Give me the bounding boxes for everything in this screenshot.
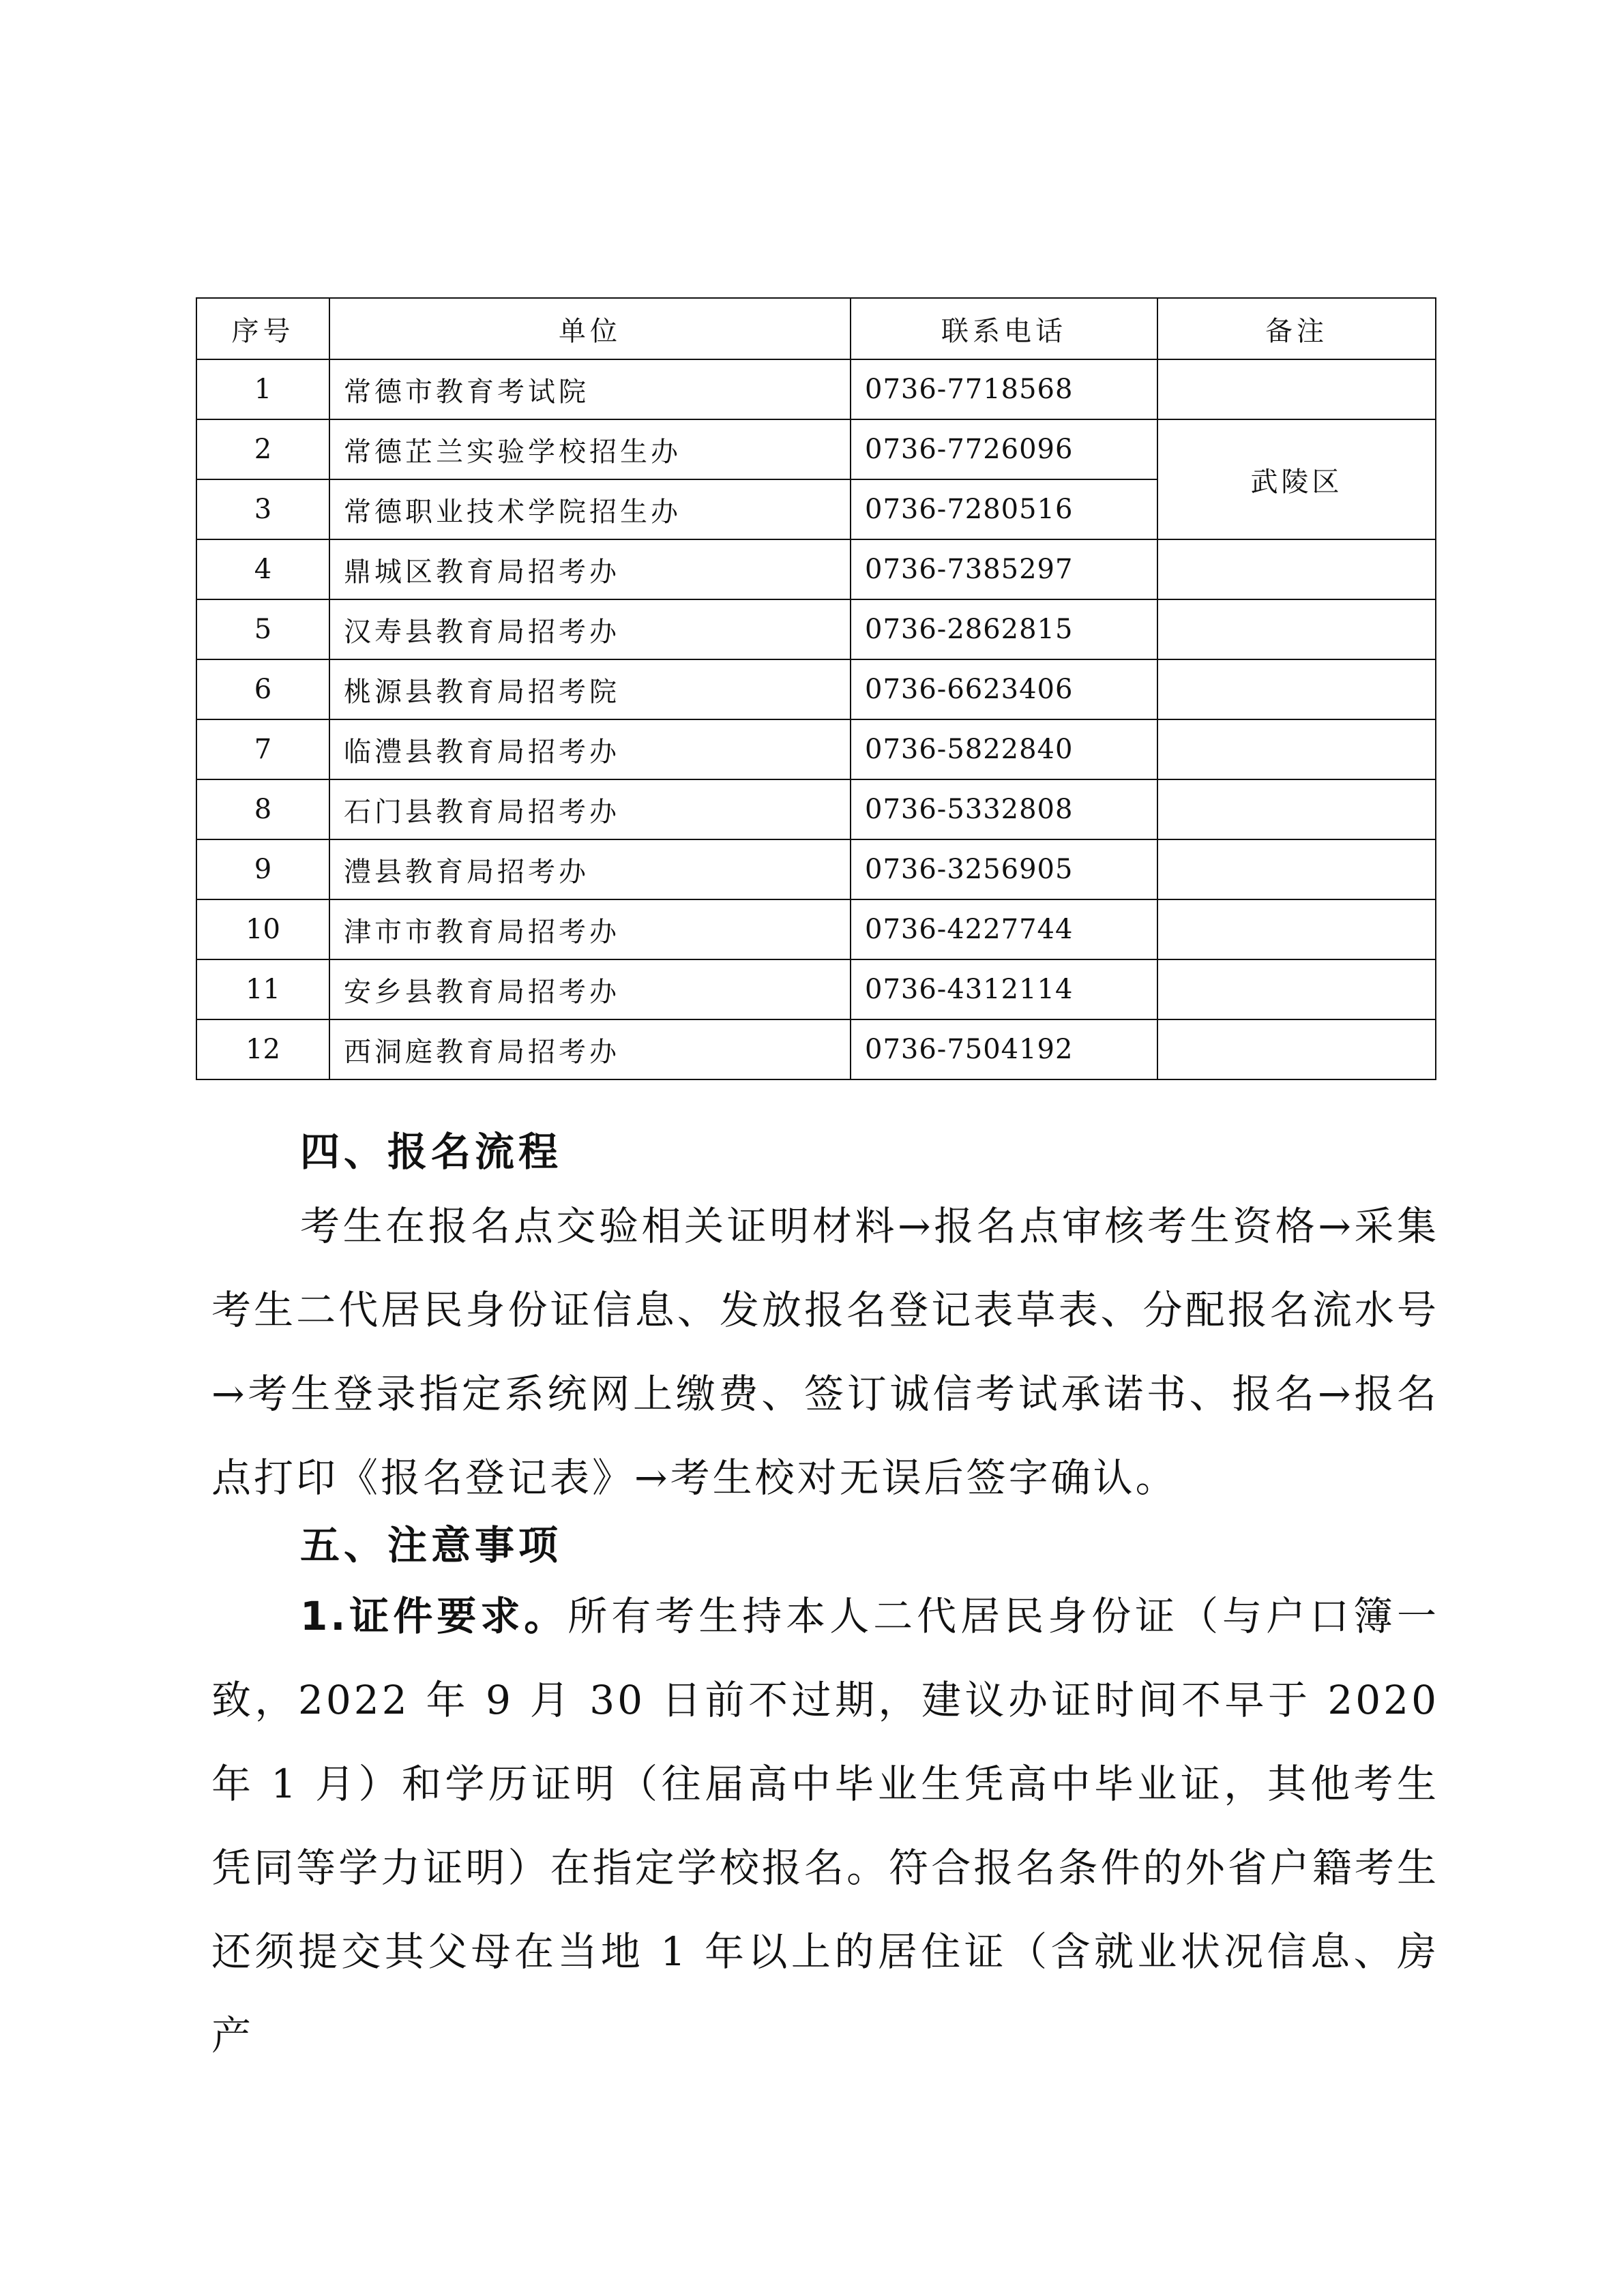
- row-note: [1157, 779, 1436, 839]
- item1-body: 所有考生持本人二代居民身份证（与户口簿一致，2022 年 9 月 30 日前不过期，建议办证时间不早于 2020 年 1 月）和学历证明（往届高中毕业生凭高中毕业证，其他考生凭同等学力证明）在指定学校报名。符合报名条件的外省户籍考生还须提交其父母在当地 1 年以上的居住证（含就业状况信息、房产: [211, 1593, 1439, 2059]
- row-unit: 临澧县教育局招考办: [329, 719, 851, 779]
- row-unit: 津市市教育局招考办: [329, 899, 851, 959]
- row-unit: 澧县教育局招考办: [329, 839, 851, 899]
- table-row: [196, 779, 1436, 839]
- row-phone: 0736-5332808: [851, 779, 1157, 839]
- row-unit: 西洞庭教育局招考办: [329, 1019, 851, 1079]
- row-phone: 0736-6623406: [851, 659, 1157, 719]
- row-phone: 0736-3256905: [851, 839, 1157, 899]
- row-num: 6: [196, 659, 329, 719]
- row-num: 8: [196, 779, 329, 839]
- header-unit: 单位: [329, 298, 851, 359]
- contact-table: [196, 297, 1436, 1080]
- row-num: 12: [196, 1019, 329, 1079]
- row-phone: 0736-4227744: [851, 899, 1157, 959]
- row-note: [1157, 959, 1436, 1019]
- row-num: 11: [196, 959, 329, 1019]
- row-num: 4: [196, 539, 329, 599]
- row-unit: 常德芷兰实验学校招生办: [329, 419, 851, 479]
- table-header-row: [196, 298, 1436, 359]
- row-phone: 0736-7718568: [851, 359, 1157, 419]
- section4-heading: 四、报名流程: [300, 1129, 563, 1175]
- row-num: 2: [196, 419, 329, 479]
- table-row: [196, 359, 1436, 419]
- row-unit: 汉寿县教育局招考办: [329, 599, 851, 659]
- table-row: [196, 599, 1436, 659]
- row-unit: 安乡县教育局招考办: [329, 959, 851, 1019]
- section4-body: 考生在报名点交验相关证明材料→报名点审核考生资格→采集考生二代居民身份证信息、发放报名登记表草表、分配报名流水号→考生登录指定系统网上缴费、签订诚信考试承诺书、报名→报名点打印《报名登记表》→考生校对无误后签字确认。: [211, 1203, 1439, 1501]
- row-note: [1157, 1019, 1436, 1079]
- table-row: [196, 419, 1436, 479]
- row-note: [1157, 599, 1436, 659]
- header-phone: 联系电话: [851, 298, 1157, 359]
- row-phone: 0736-2862815: [851, 599, 1157, 659]
- table-row: [196, 539, 1436, 599]
- table-row: [196, 1019, 1436, 1079]
- row-note: [1157, 899, 1436, 959]
- header-note: 备注: [1157, 298, 1436, 359]
- row-num: 1: [196, 359, 329, 419]
- table-row: [196, 659, 1436, 719]
- row-phone: 0736-4312114: [851, 959, 1157, 1019]
- row-note: [1157, 359, 1436, 419]
- table-row: [196, 839, 1436, 899]
- row-phone: 0736-7385297: [851, 539, 1157, 599]
- row-num: 3: [196, 479, 329, 539]
- row-num: 9: [196, 839, 329, 899]
- row-unit: 常德市教育考试院: [329, 359, 851, 419]
- row-unit: 常德职业技术学院招生办: [329, 479, 851, 539]
- row-num: 10: [196, 899, 329, 959]
- row-note: [1157, 539, 1436, 599]
- row-phone: 0736-7280516: [851, 479, 1157, 539]
- table-row: [196, 719, 1436, 779]
- section5-heading: 五、注意事项: [300, 1522, 563, 1568]
- row-phone: 0736-5822840: [851, 719, 1157, 779]
- row-unit: 桃源县教育局招考院: [329, 659, 851, 719]
- row-phone: 0736-7504192: [851, 1019, 1157, 1079]
- row-note: [1157, 659, 1436, 719]
- section5-item1: [211, 1575, 1439, 2078]
- table-row: [196, 959, 1436, 1019]
- row-unit: 鼎城区教育局招考办: [329, 539, 851, 599]
- row-unit: 石门县教育局招考办: [329, 779, 851, 839]
- table-row: [196, 899, 1436, 959]
- item1-lead: 1.证件要求。: [300, 1593, 568, 1639]
- row-num: 7: [196, 719, 329, 779]
- row-phone: 0736-7726096: [851, 419, 1157, 479]
- row-note: [1157, 839, 1436, 899]
- row-note-merged: 武陵区: [1157, 419, 1436, 539]
- row-num: 5: [196, 599, 329, 659]
- header-num: 序号: [196, 298, 329, 359]
- row-note: [1157, 719, 1436, 779]
